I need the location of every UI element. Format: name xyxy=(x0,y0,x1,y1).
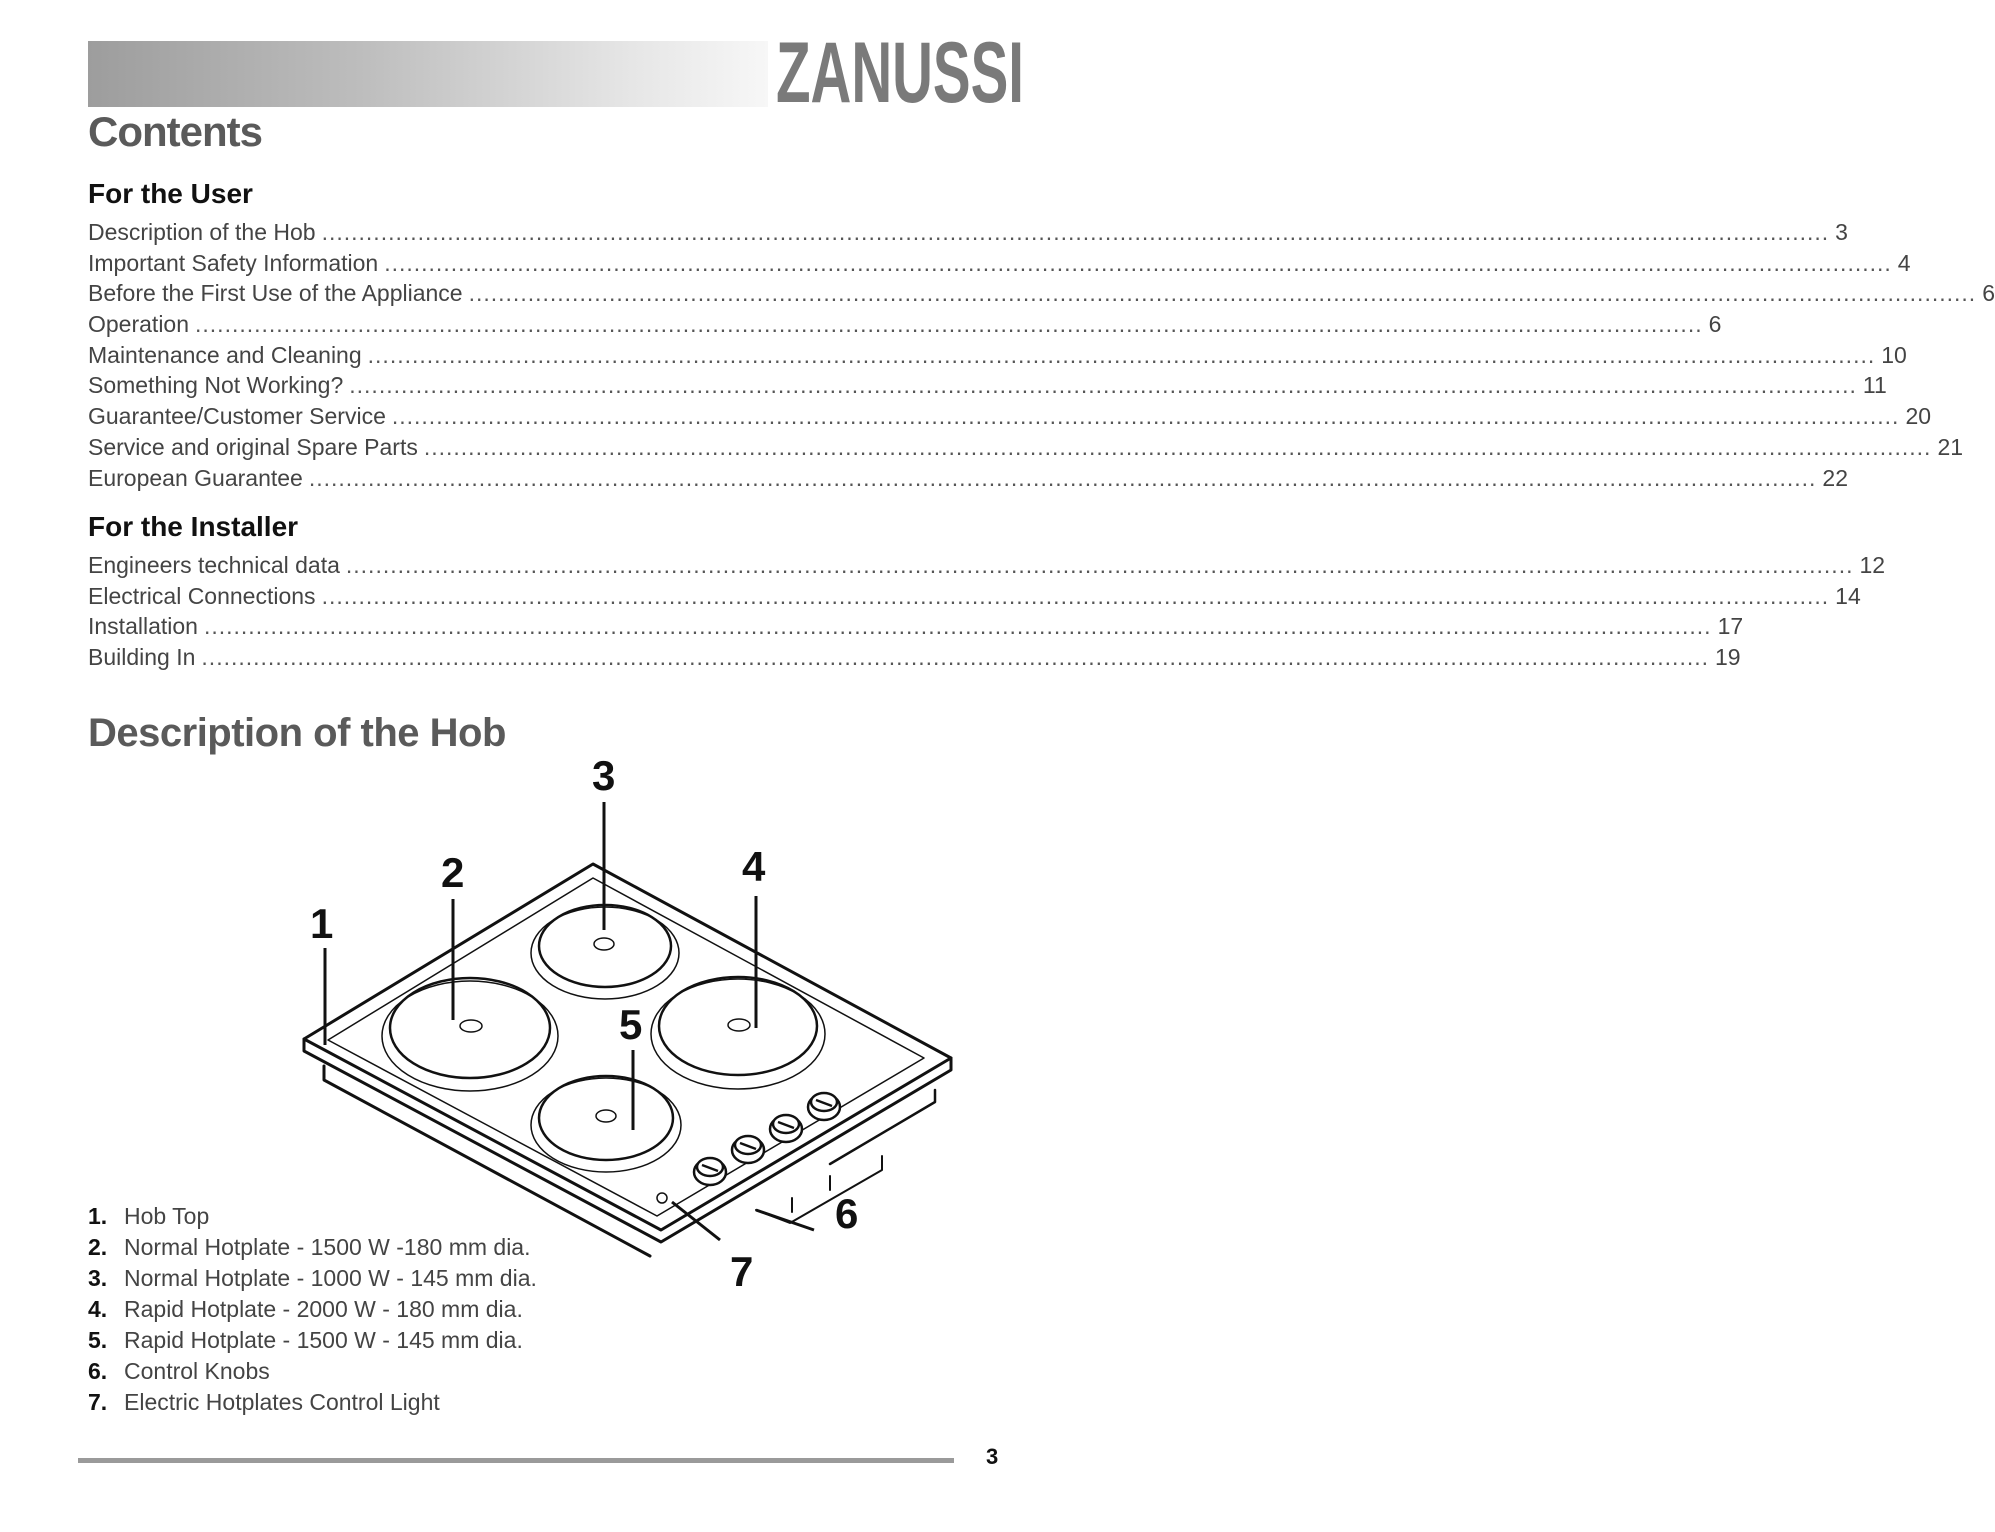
callout-5: 5 xyxy=(619,1001,643,1048)
toc-leader-dots xyxy=(322,583,1830,610)
toc-entry-page: 6 xyxy=(1708,311,1722,338)
toc-leader-dots xyxy=(322,219,1830,246)
leader-line-6 xyxy=(756,1210,814,1230)
contents-title: Contents xyxy=(88,108,262,155)
legend-text: Rapid Hotplate - 2000 W - 180 mm dia. xyxy=(124,1296,523,1322)
toc-entry[interactable] xyxy=(88,552,1886,583)
installer-section-heading: For the Installer xyxy=(88,511,299,542)
legend-text: Control Knobs xyxy=(124,1358,270,1384)
legend-text: Normal Hotplate - 1500 W -180 mm dia. xyxy=(124,1234,531,1260)
legend-number: 7. xyxy=(88,1389,108,1415)
callout-4: 4 xyxy=(742,843,766,890)
callout-6: 6 xyxy=(835,1190,859,1237)
toc-entry[interactable] xyxy=(88,372,1887,403)
header-gradient-bar xyxy=(88,41,768,107)
toc-entry-label: Description of the Hob xyxy=(88,219,316,245)
toc-leader-dots xyxy=(201,644,1709,671)
toc-entry-label: Electrical Connections xyxy=(88,582,316,609)
hotplate-front xyxy=(531,1076,681,1172)
toc-leader-dots xyxy=(195,311,1703,338)
toc-entry[interactable] xyxy=(88,464,1849,496)
legend-text: Normal Hotplate - 1000 W - 145 mm dia. xyxy=(124,1265,537,1291)
toc-entry-page: 11 xyxy=(1862,372,1887,399)
toc-entry[interactable] xyxy=(88,613,1744,644)
callout-2: 2 xyxy=(441,849,465,896)
legend-text: Rapid Hotplate - 1500 W - 145 mm dia. xyxy=(124,1327,523,1353)
user-toc-list xyxy=(88,219,1995,495)
legend-text: Electric Hotplates Control Light xyxy=(124,1389,440,1415)
toc-leader-dots xyxy=(392,403,1900,430)
legend-item xyxy=(88,1327,537,1358)
legend-item xyxy=(88,1265,537,1296)
toc-leader-dots xyxy=(204,613,1712,640)
toc-entry[interactable] xyxy=(88,341,1907,373)
zanussi-logo xyxy=(772,25,1028,121)
toc-leader-dots xyxy=(469,280,1977,307)
toc-entry-label: Before the First Use of the Appliance xyxy=(88,280,463,307)
control-knob xyxy=(732,1136,764,1163)
toc-entry-page: 17 xyxy=(1717,613,1744,640)
toc-entry[interactable] xyxy=(88,249,1911,281)
toc-leader-dots xyxy=(349,372,1857,399)
legend-number: 1. xyxy=(88,1203,108,1229)
legend-number: 6. xyxy=(88,1358,108,1384)
toc-leader-dots xyxy=(384,250,1892,277)
toc-entry[interactable] xyxy=(88,311,1722,342)
toc-entry-page: 14 xyxy=(1835,582,1861,609)
toc-entry[interactable] xyxy=(88,644,1741,675)
control-knob xyxy=(808,1093,840,1120)
toc-entry-page: 12 xyxy=(1859,552,1886,578)
toc-entry-label: Something Not Working? xyxy=(88,372,344,399)
legend-item xyxy=(88,1203,537,1234)
hotplate-left xyxy=(382,978,558,1091)
toc-entry-page: 3 xyxy=(1835,219,1848,245)
legend-number: 2. xyxy=(88,1234,108,1260)
toc-entry-label: Service and original Spare Parts xyxy=(88,433,418,460)
logo-text: ZANUSSI xyxy=(776,25,1024,121)
legend-item xyxy=(88,1234,537,1265)
toc-entry[interactable] xyxy=(88,582,1861,614)
user-section-heading: For the User xyxy=(88,178,253,209)
footer-rule xyxy=(78,1458,954,1463)
toc-entry[interactable] xyxy=(88,403,1932,434)
toc-entry-label: Installation xyxy=(88,613,198,640)
toc-entry-page: 21 xyxy=(1937,433,1964,460)
control-light xyxy=(657,1193,667,1203)
toc-entry[interactable] xyxy=(88,433,1964,465)
legend-number: 5. xyxy=(88,1327,108,1353)
legend-item xyxy=(88,1358,537,1389)
toc-entry-label: Engineers technical data xyxy=(88,552,340,578)
control-knob xyxy=(770,1115,802,1142)
toc-entry-page: 6 xyxy=(1982,280,1995,307)
toc-entry-page: 10 xyxy=(1881,341,1907,368)
toc-entry-label: Guarantee/Customer Service xyxy=(88,403,386,430)
legend-text: Hob Top xyxy=(124,1203,210,1229)
toc-entry[interactable] xyxy=(88,280,1995,311)
callout-3: 3 xyxy=(592,752,616,799)
toc-entry-label: Building In xyxy=(88,644,196,671)
toc-entry[interactable] xyxy=(88,219,1848,250)
legend-item xyxy=(88,1296,537,1327)
toc-leader-dots xyxy=(346,552,1854,579)
control-knob xyxy=(694,1158,726,1185)
toc-entry-label: Important Safety Information xyxy=(88,249,379,276)
description-title: Description of the Hob xyxy=(88,711,506,755)
toc-leader-dots xyxy=(368,342,1876,369)
legend-number: 3. xyxy=(88,1265,108,1291)
toc-entry-page: 20 xyxy=(1905,403,1932,430)
toc-entry-page: 19 xyxy=(1715,644,1741,671)
toc-entry-label: Maintenance and Cleaning xyxy=(88,341,362,368)
toc-entry-label: Operation xyxy=(88,311,190,338)
page-number: 3 xyxy=(986,1444,999,1469)
legend-item xyxy=(88,1389,537,1420)
toc-leader-dots xyxy=(424,434,1932,461)
toc-entry-label: European Guarantee xyxy=(88,464,303,491)
toc-leader-dots xyxy=(309,465,1817,492)
legend-number: 4. xyxy=(88,1296,108,1322)
callout-7: 7 xyxy=(730,1248,754,1295)
hob-parts-legend xyxy=(88,1203,537,1420)
installer-toc-list xyxy=(88,552,1886,675)
hotplate-right xyxy=(651,977,825,1089)
toc-entry-page: 4 xyxy=(1897,249,1911,276)
toc-entry-page: 22 xyxy=(1822,464,1849,491)
callout-1: 1 xyxy=(310,900,334,947)
